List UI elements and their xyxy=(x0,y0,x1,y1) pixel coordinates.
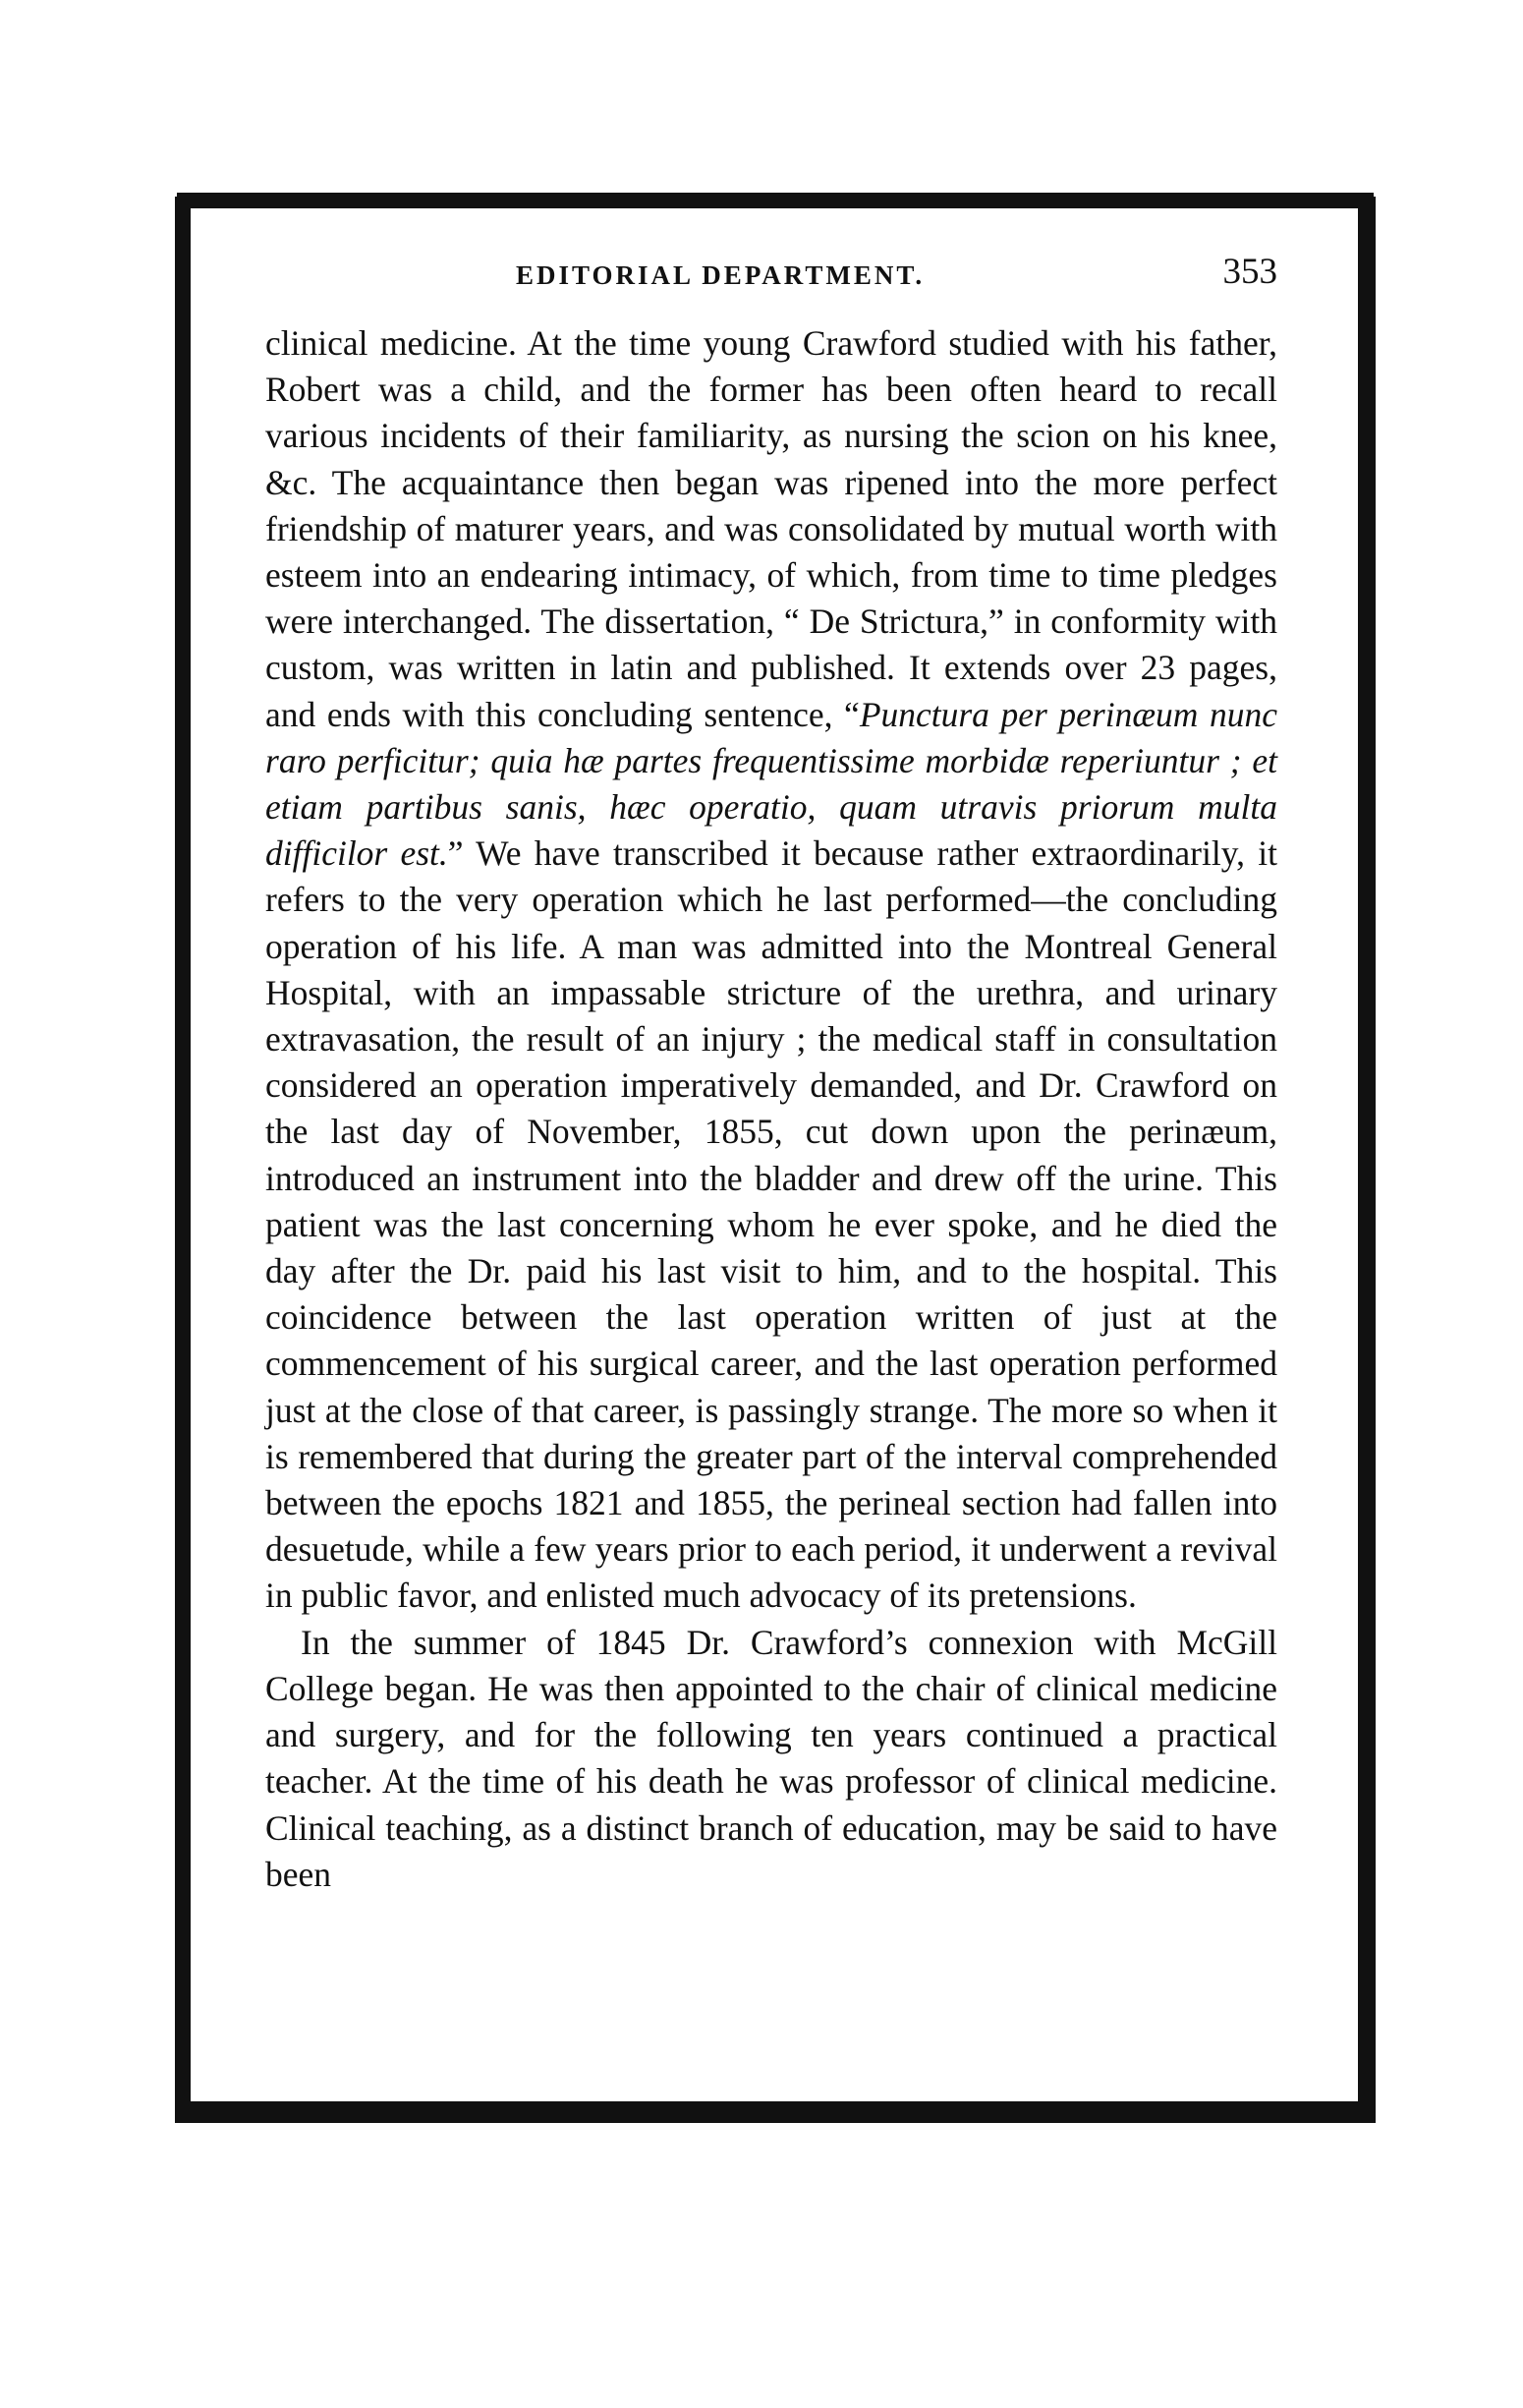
paragraph: In the summer of 1845 Dr. Crawford’s connexion with McGill College began. He was then appointed to the chair of clinical medicine and surgery, and for the following ten years continued a practical teacher. At the time of his death he was professor of clinical medicine. Clinical teaching, as a distinct branch of education, may be said to have been xyxy=(265,1622,1277,1894)
body-text xyxy=(265,320,1277,1898)
page-border-top xyxy=(177,193,1374,208)
running-head: EDITORIAL DEPARTMENT. xyxy=(516,260,926,290)
page-number: 353 xyxy=(1222,252,1277,292)
latin-quotation: Punctura per perinæum nunc raro perficitur; quia hæ partes frequentissime morbidæ reperiuntur ; et etiam partibus sanis, hæc operatio, quam utravis priorum multa difficilor est. xyxy=(265,694,1278,874)
paragraph-text: ” We have transcribed it because rather extraordinarily, it refers to the very operation which he last performed—the concluding operation of his life. A man was admitted into the Montreal General Hospital, with an impassable stricture of the urethra, and urinary extravasation, the result of an injury ; the medical staff in consultation considered an operation imperatively demanded, and Dr. Crawford on the last day of November, 1855, cut down upon the perinæum, introduced an instrument into the bladder and drew off the urine. This patient was the last concerning whom he ever spoke, and he died the day after the Dr. paid his last visit to him, and to the hospital. This coincidence between the last operation written of just at the commencement of his surgical career, and the last operation performed just at the close of that career, is passingly strange. The more so when it is remembered that during the greater part of the interval comprehended between the epochs 1821 and 1855, the perineal section had fallen into desuetude, while a few years prior to each period, it underwent a revival in public favor, and enlisted much advocacy of its pretensions. xyxy=(265,833,1277,1616)
page-border-right xyxy=(1358,197,1376,2123)
paragraph xyxy=(265,320,1277,1620)
page-border-bottom xyxy=(177,2101,1376,2123)
page-header xyxy=(255,251,1277,310)
paragraph-text: clinical medicine. At the time young Crawford studied with his father, Robert was a child, and the former has been often heard to recall various incidents of their familiarity, as nursing the scion on his knee, &c. The acquaintance then began was ripened into the more perfect friendship of maturer years, and was consolidated by mutual worth with esteem into an endearing intimacy, of which, from time to time pledges were interchanged. The dissertation, “ De Strictura,” in conformity with custom, was written in latin and published. It extends over 23 pages, and ends with this concluding sentence, “ xyxy=(265,323,1277,734)
page-border-left xyxy=(175,197,191,2123)
